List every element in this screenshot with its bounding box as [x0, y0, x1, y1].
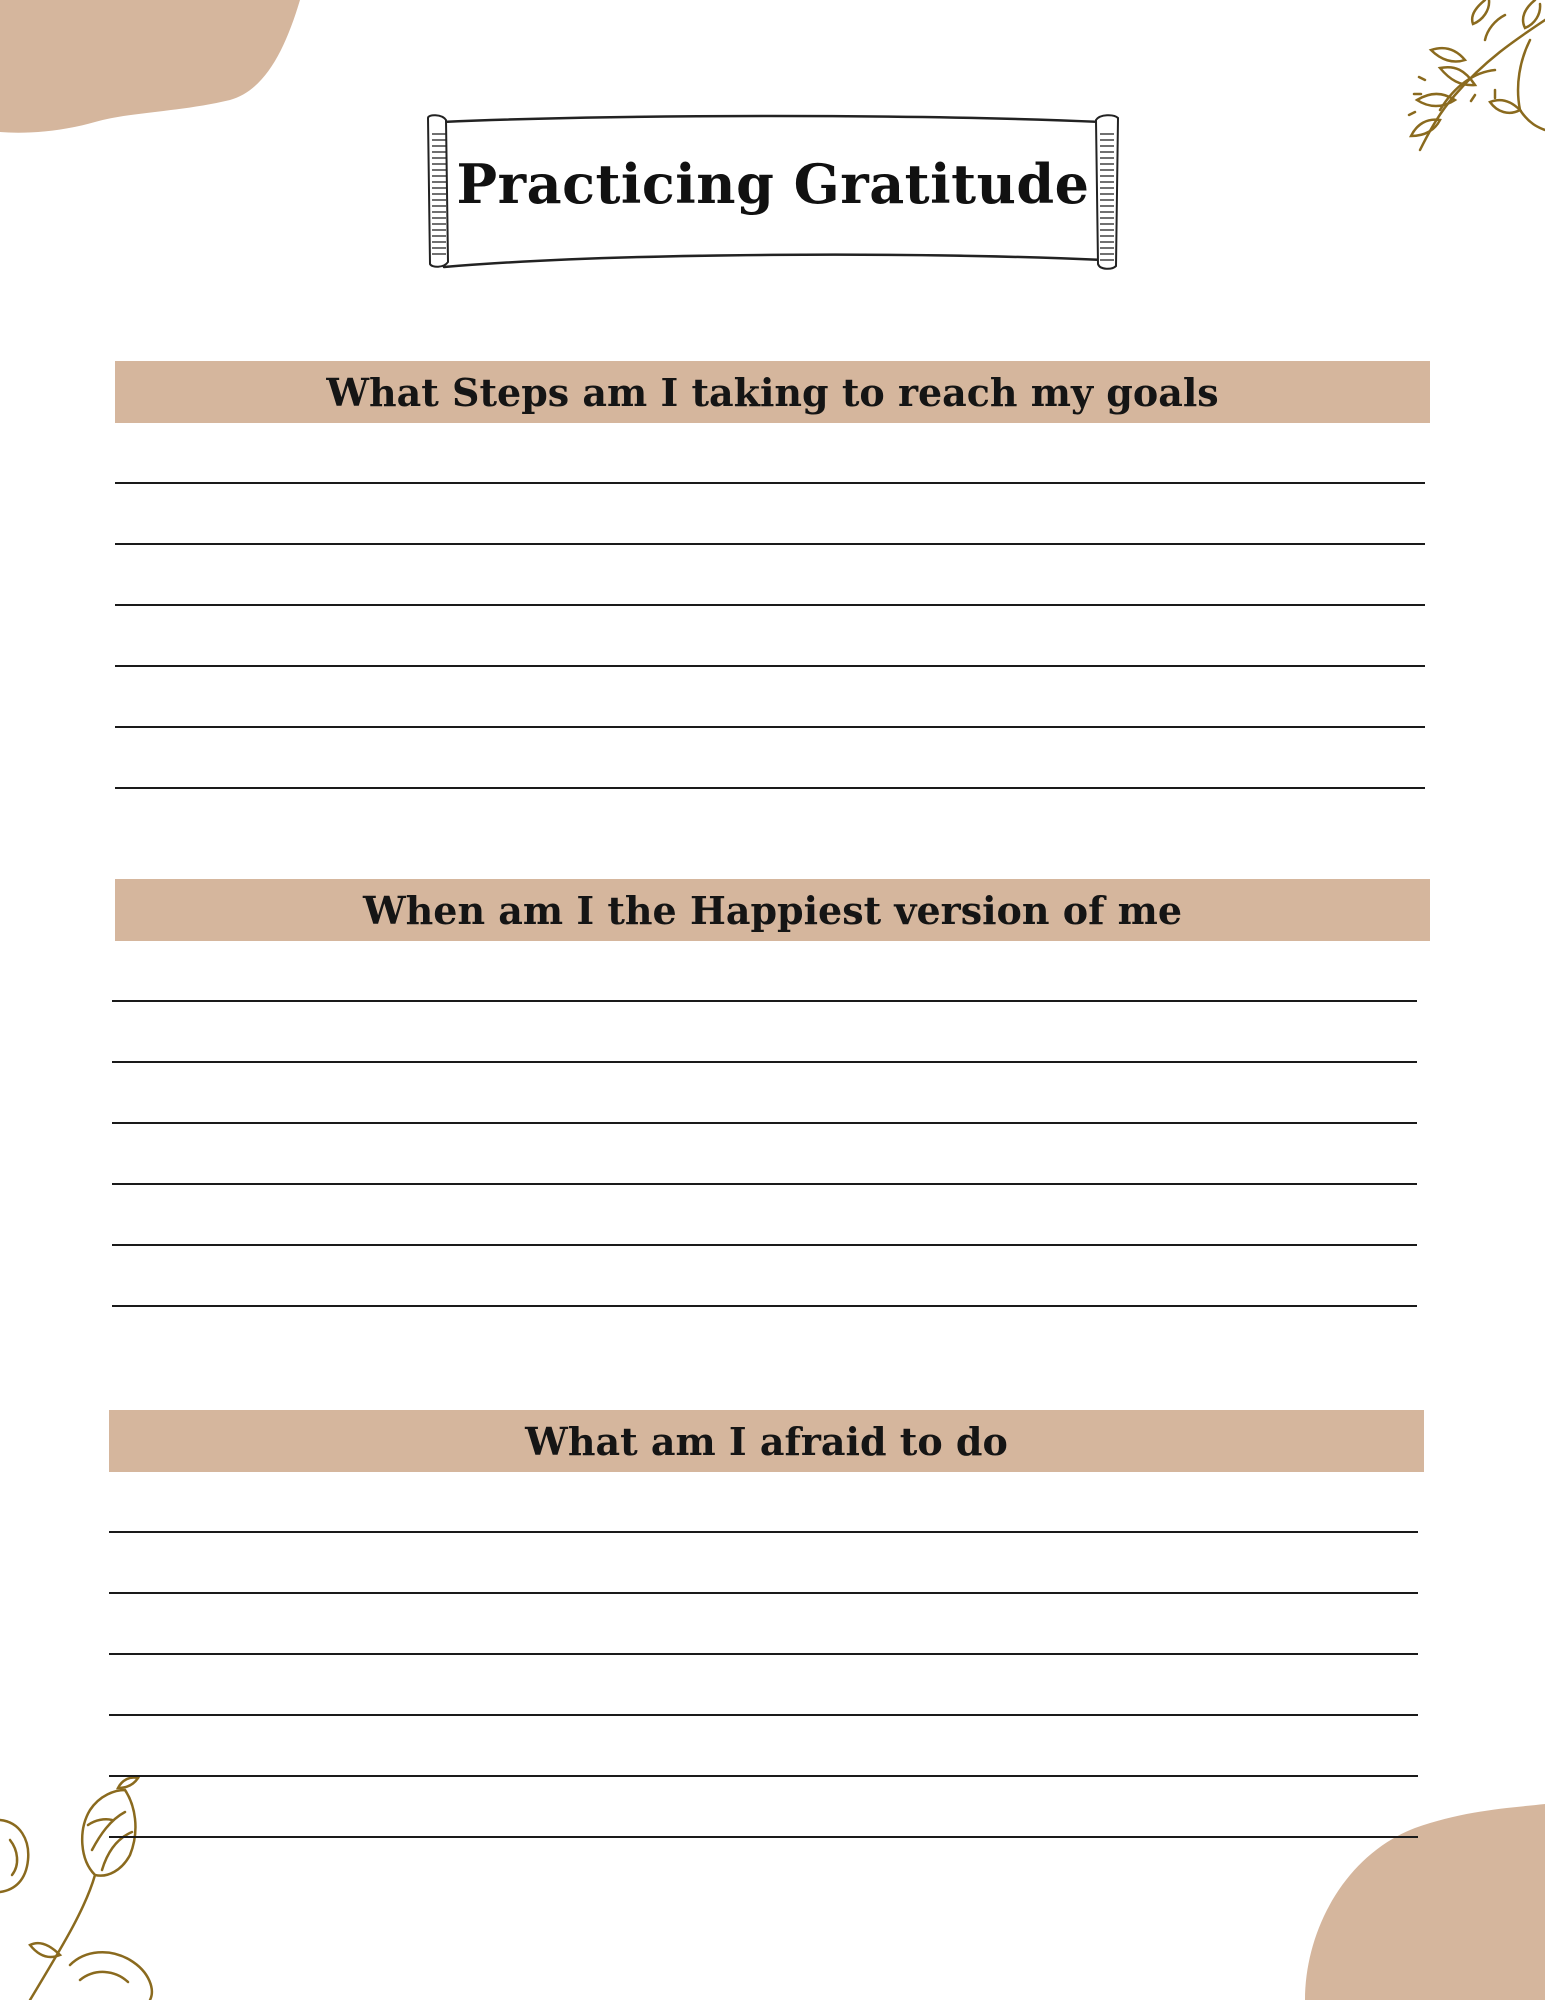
tan-blob-top-left — [0, 0, 310, 140]
title-banner — [422, 112, 1124, 274]
section-afraid — [109, 1410, 1424, 1838]
section-heading: When am I the Happiest version of me — [362, 887, 1183, 933]
writing-line[interactable] — [115, 606, 1425, 667]
writing-line[interactable] — [115, 484, 1425, 545]
writing-line[interactable] — [112, 941, 1417, 1002]
page-title: Practicing Gratitude — [456, 152, 1090, 216]
writing-lines — [109, 1472, 1418, 1838]
section-happiest — [115, 879, 1430, 1307]
writing-line[interactable] — [109, 1594, 1418, 1655]
section-header — [115, 361, 1430, 423]
writing-line[interactable] — [112, 1185, 1417, 1246]
writing-line[interactable] — [112, 1246, 1417, 1307]
writing-line[interactable] — [109, 1777, 1418, 1838]
writing-line[interactable] — [109, 1472, 1418, 1533]
section-header — [109, 1410, 1424, 1472]
writing-line[interactable] — [115, 545, 1425, 606]
writing-lines — [115, 423, 1425, 789]
writing-line[interactable] — [115, 423, 1425, 484]
writing-line[interactable] — [112, 1063, 1417, 1124]
writing-line[interactable] — [109, 1655, 1418, 1716]
section-header — [115, 879, 1430, 941]
writing-line[interactable] — [109, 1716, 1418, 1777]
writing-line[interactable] — [112, 1002, 1417, 1063]
section-heading: What Steps am I taking to reach my goals — [326, 369, 1219, 415]
section-heading: What am I afraid to do — [525, 1418, 1008, 1464]
writing-lines — [112, 941, 1417, 1307]
writing-line[interactable] — [112, 1124, 1417, 1185]
floral-branch-icon — [1325, 0, 1545, 170]
writing-line[interactable] — [115, 728, 1425, 789]
writing-line[interactable] — [109, 1533, 1418, 1594]
section-goals — [115, 361, 1430, 789]
writing-line[interactable] — [115, 667, 1425, 728]
